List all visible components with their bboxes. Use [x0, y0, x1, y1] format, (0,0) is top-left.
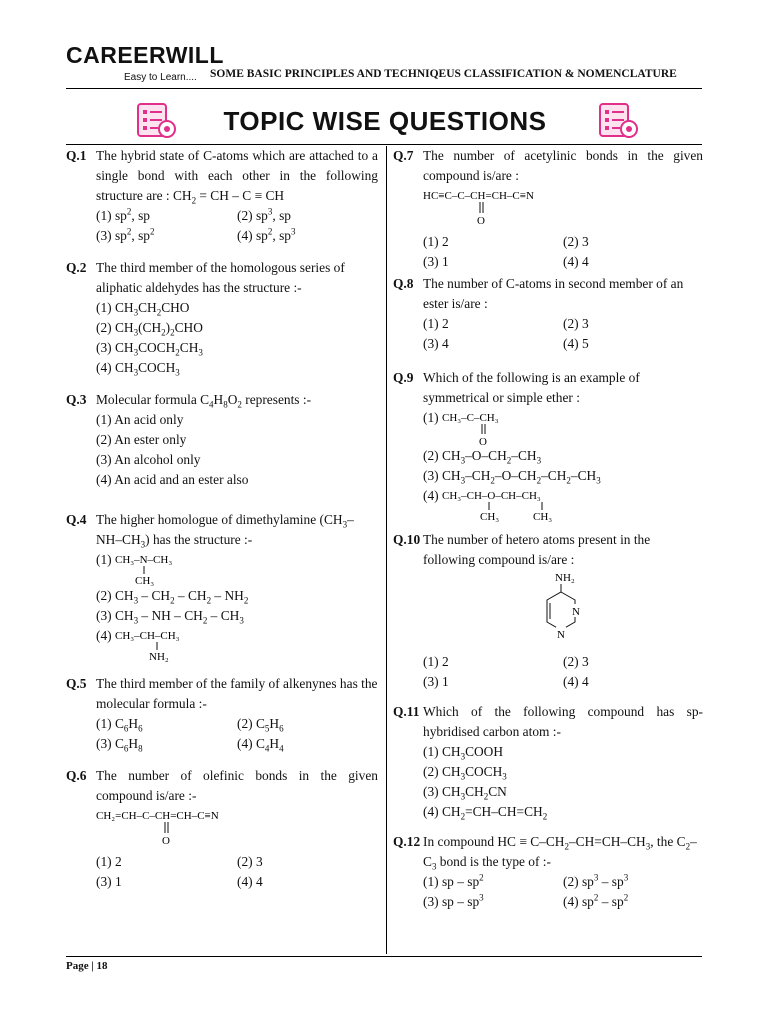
- question-5: Q.5 The third member of the family of alkenynes has the molecular formula :- (1) $C_6H_6$ (2) $C_5H_6$ (3) $C_6H_8$ (4) $C_4H_4$: [66, 676, 378, 754]
- column-divider: [386, 146, 387, 954]
- left-column: [66, 146, 378, 892]
- header-rule: [66, 88, 702, 89]
- svg-text:O: O: [162, 835, 170, 846]
- svg-text:CH₂=CH–C–CH=CH–C≡N: CH₂=CH–C–CH=CH–C≡N: [96, 810, 219, 822]
- question-2: Q.2 The third member of the homologous series of aliphatic aldehydes has the structure :- (1) $CH_3CH_2CHO$ (2) $CH_3(CH_2)_2CHO$ (3) $CH_3COCH_2CH_3$ (4) $CH_3COCH_3$: [66, 260, 345, 378]
- structure-diagram: [115, 550, 205, 586]
- svg-text:O: O: [478, 436, 487, 446]
- question-10: Q.10 The number of hetero atoms present in the following compound is/are : NH₂ N N (1) 2 (2) 3 (3) 1 (4) 4: [393, 532, 651, 689]
- brand-tagline: Easy to Learn....: [124, 72, 197, 83]
- svg-text:CH₃: CH₃: [134, 575, 155, 586]
- right-column: [393, 146, 703, 912]
- structure-diagram: [115, 626, 215, 662]
- checklist-target-icon: [134, 100, 178, 140]
- svg-text:NH₂: NH₂: [555, 572, 575, 584]
- svg-text:CH₃: CH₃: [479, 511, 500, 522]
- question-11: Q.11 Which of the following compound has sp-hybridised carbon atom :- (1) $CH_3COOH$ (2) $CH_3COCH_3$ (3) $CH_3CH_2CN$ (4) $CH_2=CH-CH=CH_2$: [393, 704, 703, 822]
- topic-heading: SOME BASIC PRINCIPLES AND TECHNIQEUS CLASSIFICATION & NOMENCLATURE: [210, 68, 677, 80]
- svg-text:NH₂: NH₂: [148, 651, 169, 662]
- svg-text:CH₃–CH–CH₃: CH₃–CH–CH₃: [114, 630, 180, 642]
- svg-text:CH₃–C–CH₃: CH₃–C–CH₃: [441, 412, 499, 424]
- question-7: Q.7 The number of acetylinic bonds in the given compound is/are : HC≡C–C–CH=CH–C≡N O (1) 2 (2) 3 (3) 1 (4) 4: [393, 148, 703, 269]
- footer-rule: [66, 956, 702, 957]
- svg-text:CH₃–N–CH₃: CH₃–N–CH₃: [114, 554, 173, 566]
- question-3: Q.3 Molecular formula $C_4H_8O_2$ represents :- (1) An acid only (2) An ester only (3) An alcohol only (4) An acid and an ester also: [66, 392, 312, 487]
- question-12: Q.12 In compound HC ≡ $C-CH_2-CH=CH-CH_3$, the $C_2-C_3$ bond is the type of :- (1) sp – $sp^2$ (2) $sp^3 - sp^3$ (3) sp – $sp^3$ (4) $sp^2 - sp^2$: [393, 834, 697, 909]
- svg-text:HC≡C–C–CH=CH–C≡N: HC≡C–C–CH=CH–C≡N: [423, 190, 534, 202]
- structure-diagram: [96, 806, 326, 846]
- structure-diagram: [442, 408, 552, 446]
- question-8: Q.8 The number of C-atoms in second member of an ester is/are : (1) 2 (2) 3 (3) 4 (4) 5: [393, 276, 684, 351]
- brand-logo: CAREERWILL: [66, 42, 224, 68]
- svg-text:CH₃: CH₃: [532, 511, 553, 522]
- checklist-target-icon: [596, 100, 640, 140]
- structure-diagram: [442, 486, 592, 522]
- svg-text:CH₃–CH–O–CH–CH₃: CH₃–CH–O–CH–CH₃: [441, 490, 541, 502]
- structure-diagram: [423, 186, 643, 226]
- title-rule: [66, 144, 702, 145]
- pyrimidine-diagram: [423, 570, 623, 646]
- question-9: Q.9 Which of the following is an example of symmetrical or simple ether : (1) CH₃–C–CH₃ O (2) $CH_3-O-CH_2-CH_3$ (3) $CH_3-CH_2-O-CH_2-CH_2-CH_3$ (4) CH₃–CH–O–CH–CH₃ CH₃ CH₃: [393, 370, 640, 522]
- question-1: Q.1 The hybrid state of C-atoms which are attached to a single bond with each other in the following structure are : $CH_2$ = CH – C ≡ CH (1) $sp^2$, sp (2) $sp^3$, sp (3) $sp^2$, $sp^2$ (4) $sp^2$, $sp^3$: [66, 148, 378, 243]
- svg-text:O: O: [477, 215, 485, 226]
- page-title: TOPIC WISE QUESTIONS: [223, 106, 547, 136]
- svg-text:N: N: [557, 629, 565, 641]
- question-4: Q.4 The higher homologue of dimethylamine $(CH_3-NH-CH_3)$ has the structure :- (1) CH₃–N–CH₃ CH₃ (2) $CH_3 - CH_2 - CH_2 - NH_2$ (3) $CH_3$ – NH – $CH_2 - CH_3$ (4) CH₃–CH–CH₃ NH₂: [66, 512, 354, 662]
- question-6: Q.6 The number of olefinic bonds in the given compound is/are :- CH₂=CH–C–CH=CH–C≡N O (1) 2 (2) 3 (3) 1 (4) 4: [66, 768, 378, 889]
- svg-text:N: N: [572, 606, 580, 618]
- page-number: Page | 18: [66, 960, 108, 972]
